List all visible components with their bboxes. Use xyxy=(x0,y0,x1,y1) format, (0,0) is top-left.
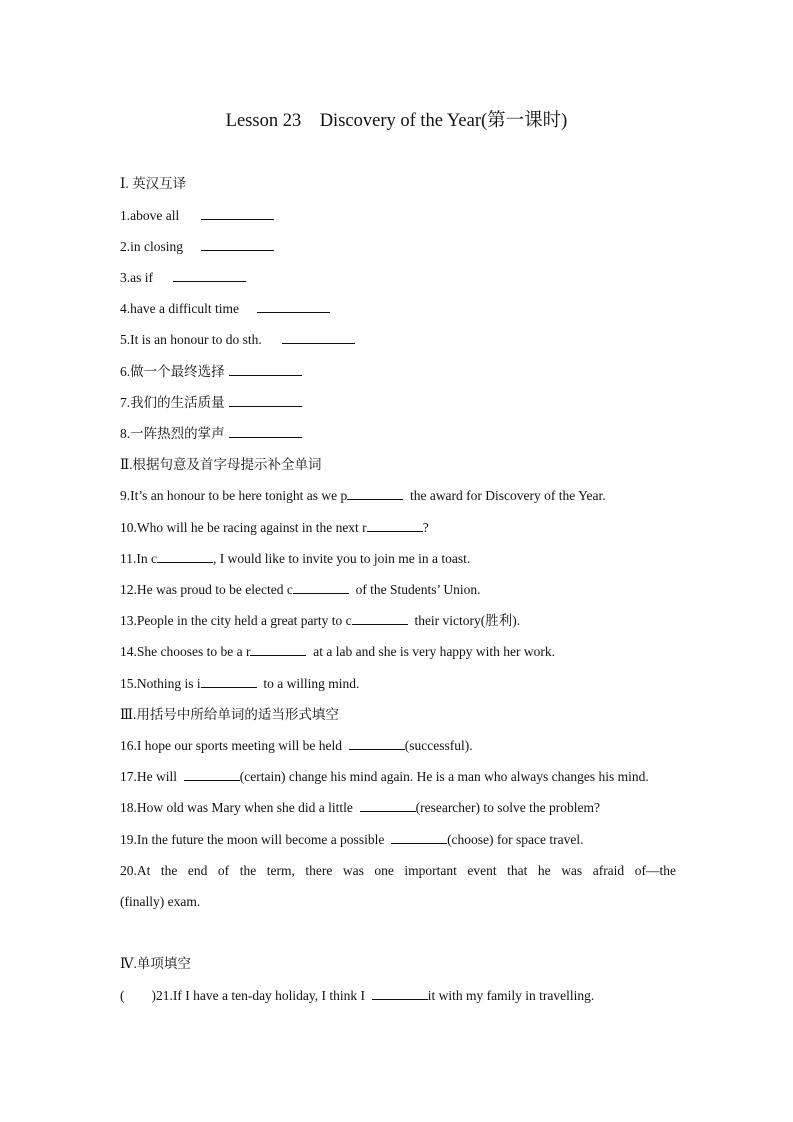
question-15-text-b: to a willing mind. xyxy=(256,676,360,691)
question-1-text: 1.above all xyxy=(120,208,180,223)
question-17-text-a: 17.He will xyxy=(120,769,184,784)
q20-word: 20.At xyxy=(120,863,151,878)
answer-blank-8[interactable] xyxy=(229,424,302,438)
q20-word: that xyxy=(507,863,528,878)
question-12-text-a: 12.He was proud to be elected c xyxy=(120,582,293,597)
question-3 xyxy=(120,268,246,288)
question-13-text-a: 13.People in the city held a great party to c xyxy=(120,613,352,628)
q20-word: end xyxy=(187,863,208,878)
question-19-text-b: (choose) for space travel. xyxy=(447,832,584,847)
question-21-text-a: ( )21.If I have a ten-day holiday, I think I xyxy=(120,988,372,1003)
question-5-text: 5.It is an honour to do sth. xyxy=(120,332,262,347)
question-9 xyxy=(120,486,606,506)
question-4 xyxy=(120,299,330,319)
question-18-text-b: (researcher) to solve the problem? xyxy=(415,800,601,815)
answer-blank-15[interactable] xyxy=(201,674,257,688)
answer-blank-4[interactable] xyxy=(257,299,330,313)
question-7 xyxy=(120,393,302,413)
q20-word: one xyxy=(374,863,394,878)
answer-blank-2[interactable] xyxy=(201,237,274,251)
question-10-text-b: ? xyxy=(422,520,429,535)
question-20-line-2: (finally) exam. xyxy=(120,894,201,909)
question-11-text-a: 11.In c xyxy=(120,551,157,566)
question-13 xyxy=(120,611,520,631)
question-5 xyxy=(120,330,355,350)
question-19-text-a: 19.In the future the moon will become a possible xyxy=(120,832,392,847)
question-19 xyxy=(120,830,584,850)
answer-blank-13[interactable] xyxy=(352,611,408,625)
question-18-text-a: 18.How old was Mary when she did a little xyxy=(120,800,360,815)
q20-word: afraid xyxy=(592,863,625,878)
answer-blank-3[interactable] xyxy=(173,268,246,282)
q20-word: there xyxy=(305,863,333,878)
question-8 xyxy=(120,424,302,444)
q20-word: was xyxy=(342,863,364,878)
question-2 xyxy=(120,237,274,257)
answer-blank-16[interactable] xyxy=(349,736,405,750)
question-10-text-a: 10.Who will he be racing against in the next r xyxy=(120,520,367,535)
question-2-text: 2.in closing xyxy=(120,239,183,254)
q20-word: term, xyxy=(266,863,295,878)
answer-blank-5[interactable] xyxy=(282,330,355,344)
q20-word: the xyxy=(160,863,178,878)
section-4-heading: Ⅳ.单项填空 xyxy=(120,956,191,971)
page-title: Lesson 23 Discovery of the Year(第一课时) xyxy=(225,111,568,131)
question-14-text-a: 14.She chooses to be a r xyxy=(120,644,251,659)
answer-blank-10[interactable] xyxy=(367,518,423,532)
q20-word: the xyxy=(239,863,257,878)
question-4-text: 4.have a difficult time xyxy=(120,301,239,316)
question-17 xyxy=(120,767,649,787)
question-15-text-a: 15.Nothing is i xyxy=(120,676,201,691)
question-14 xyxy=(120,642,555,662)
question-6 xyxy=(120,362,302,382)
question-16 xyxy=(120,736,473,756)
question-12 xyxy=(120,580,481,600)
question-13-text-b: their victory(胜利). xyxy=(407,613,521,628)
question-16-text-b: (successful). xyxy=(404,738,473,753)
q20-word: event xyxy=(467,863,497,878)
question-11 xyxy=(120,549,470,569)
answer-blank-6[interactable] xyxy=(229,362,302,376)
question-14-text-b: at a lab and she is very happy with her work. xyxy=(306,644,556,659)
question-17-text-b: (certain) change his mind again. He is a man who always changes his mind. xyxy=(239,769,649,784)
answer-blank-14[interactable] xyxy=(250,642,306,656)
answer-blank-17[interactable] xyxy=(184,767,240,781)
answer-blank-21[interactable] xyxy=(372,986,428,1000)
answer-blank-11[interactable] xyxy=(157,549,213,563)
section-3-heading: Ⅲ.用括号中所给单词的适当形式填空 xyxy=(120,707,339,722)
question-8-text: 8.一阵热烈的掌声 xyxy=(120,426,225,441)
answer-blank-7[interactable] xyxy=(229,393,302,407)
question-20-line-1 xyxy=(120,861,676,881)
question-3-text: 3.as if xyxy=(120,270,153,285)
question-12-text-b: of the Students’ Union. xyxy=(348,582,481,597)
question-9-text-a: 9.It’s an honour to be here tonight as we p xyxy=(120,488,348,503)
question-9-text-b: the award for Discovery of the Year. xyxy=(403,488,606,503)
q20-word: of—the xyxy=(634,863,676,878)
section-2-heading: Ⅱ.根据句意及首字母提示补全单词 xyxy=(120,457,322,472)
q20-word: he xyxy=(537,863,551,878)
question-7-text: 7.我们的生活质量 xyxy=(120,395,225,410)
q20-word: was xyxy=(561,863,583,878)
question-16-text-a: 16.I hope our sports meeting will be held xyxy=(120,738,349,753)
question-10 xyxy=(120,518,429,538)
question-6-text: 6.做一个最终选择 xyxy=(120,364,225,379)
answer-blank-19[interactable] xyxy=(391,830,447,844)
question-21 xyxy=(120,986,594,1006)
answer-blank-18[interactable] xyxy=(360,798,416,812)
question-11-text-b: , I would like to invite you to join me in a toast. xyxy=(213,551,471,566)
answer-blank-1[interactable] xyxy=(201,206,274,220)
question-1 xyxy=(120,206,274,226)
q20-word: of xyxy=(217,863,230,878)
question-21-text-b: it with my family in travelling. xyxy=(427,988,595,1003)
answer-blank-9[interactable] xyxy=(347,486,403,500)
q20-word: important xyxy=(404,863,457,878)
question-15 xyxy=(120,674,359,694)
question-18 xyxy=(120,798,600,818)
section-1-heading: Ⅰ. 英汉互译 xyxy=(120,176,187,191)
answer-blank-12[interactable] xyxy=(293,580,349,594)
